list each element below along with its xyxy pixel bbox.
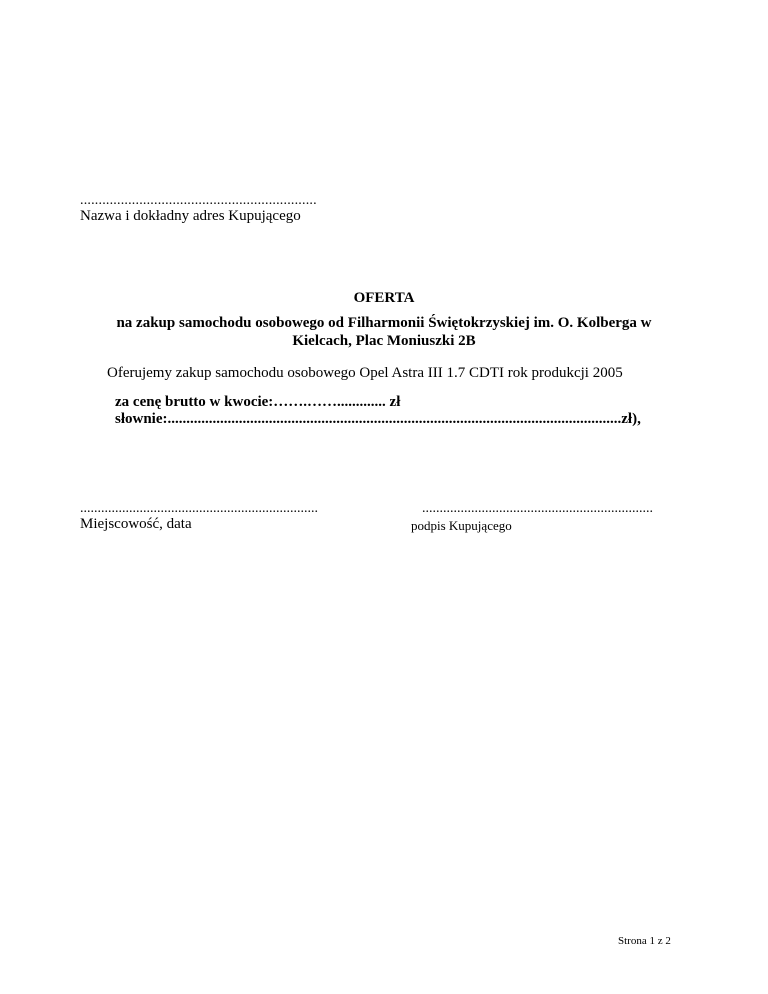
signature-dots: ..................................................................	[422, 501, 653, 516]
place-date-label: Miejscowość, data	[80, 516, 192, 532]
buyer-address-label: Nazwa i dokładny adres Kupującego	[80, 208, 301, 224]
buyer-address-dots: ................................................................	[80, 193, 317, 208]
place-date-dots: ....................................................................	[80, 501, 318, 516]
offer-text: Oferujemy zakup samochodu osobowego Opel Astra III 1.7 CDTI rok produkcji 2005	[107, 365, 623, 381]
price-line: za cenę brutto w kwocie:…….……............. zł	[115, 394, 401, 410]
page-number: Strona 1 z 2	[618, 935, 671, 947]
price-in-words-line: słownie:.........................................................................................................................zł),	[115, 411, 641, 427]
document-title: OFERTA	[353, 290, 415, 306]
document-subtitle: na zakup samochodu osobowego od Filharmonii Świętokrzyskiej im. O. Kolberga w Kielcach, Plac Moniuszki 2B	[116, 315, 652, 349]
buyer-signature-label: podpis Kupującego	[411, 518, 512, 533]
